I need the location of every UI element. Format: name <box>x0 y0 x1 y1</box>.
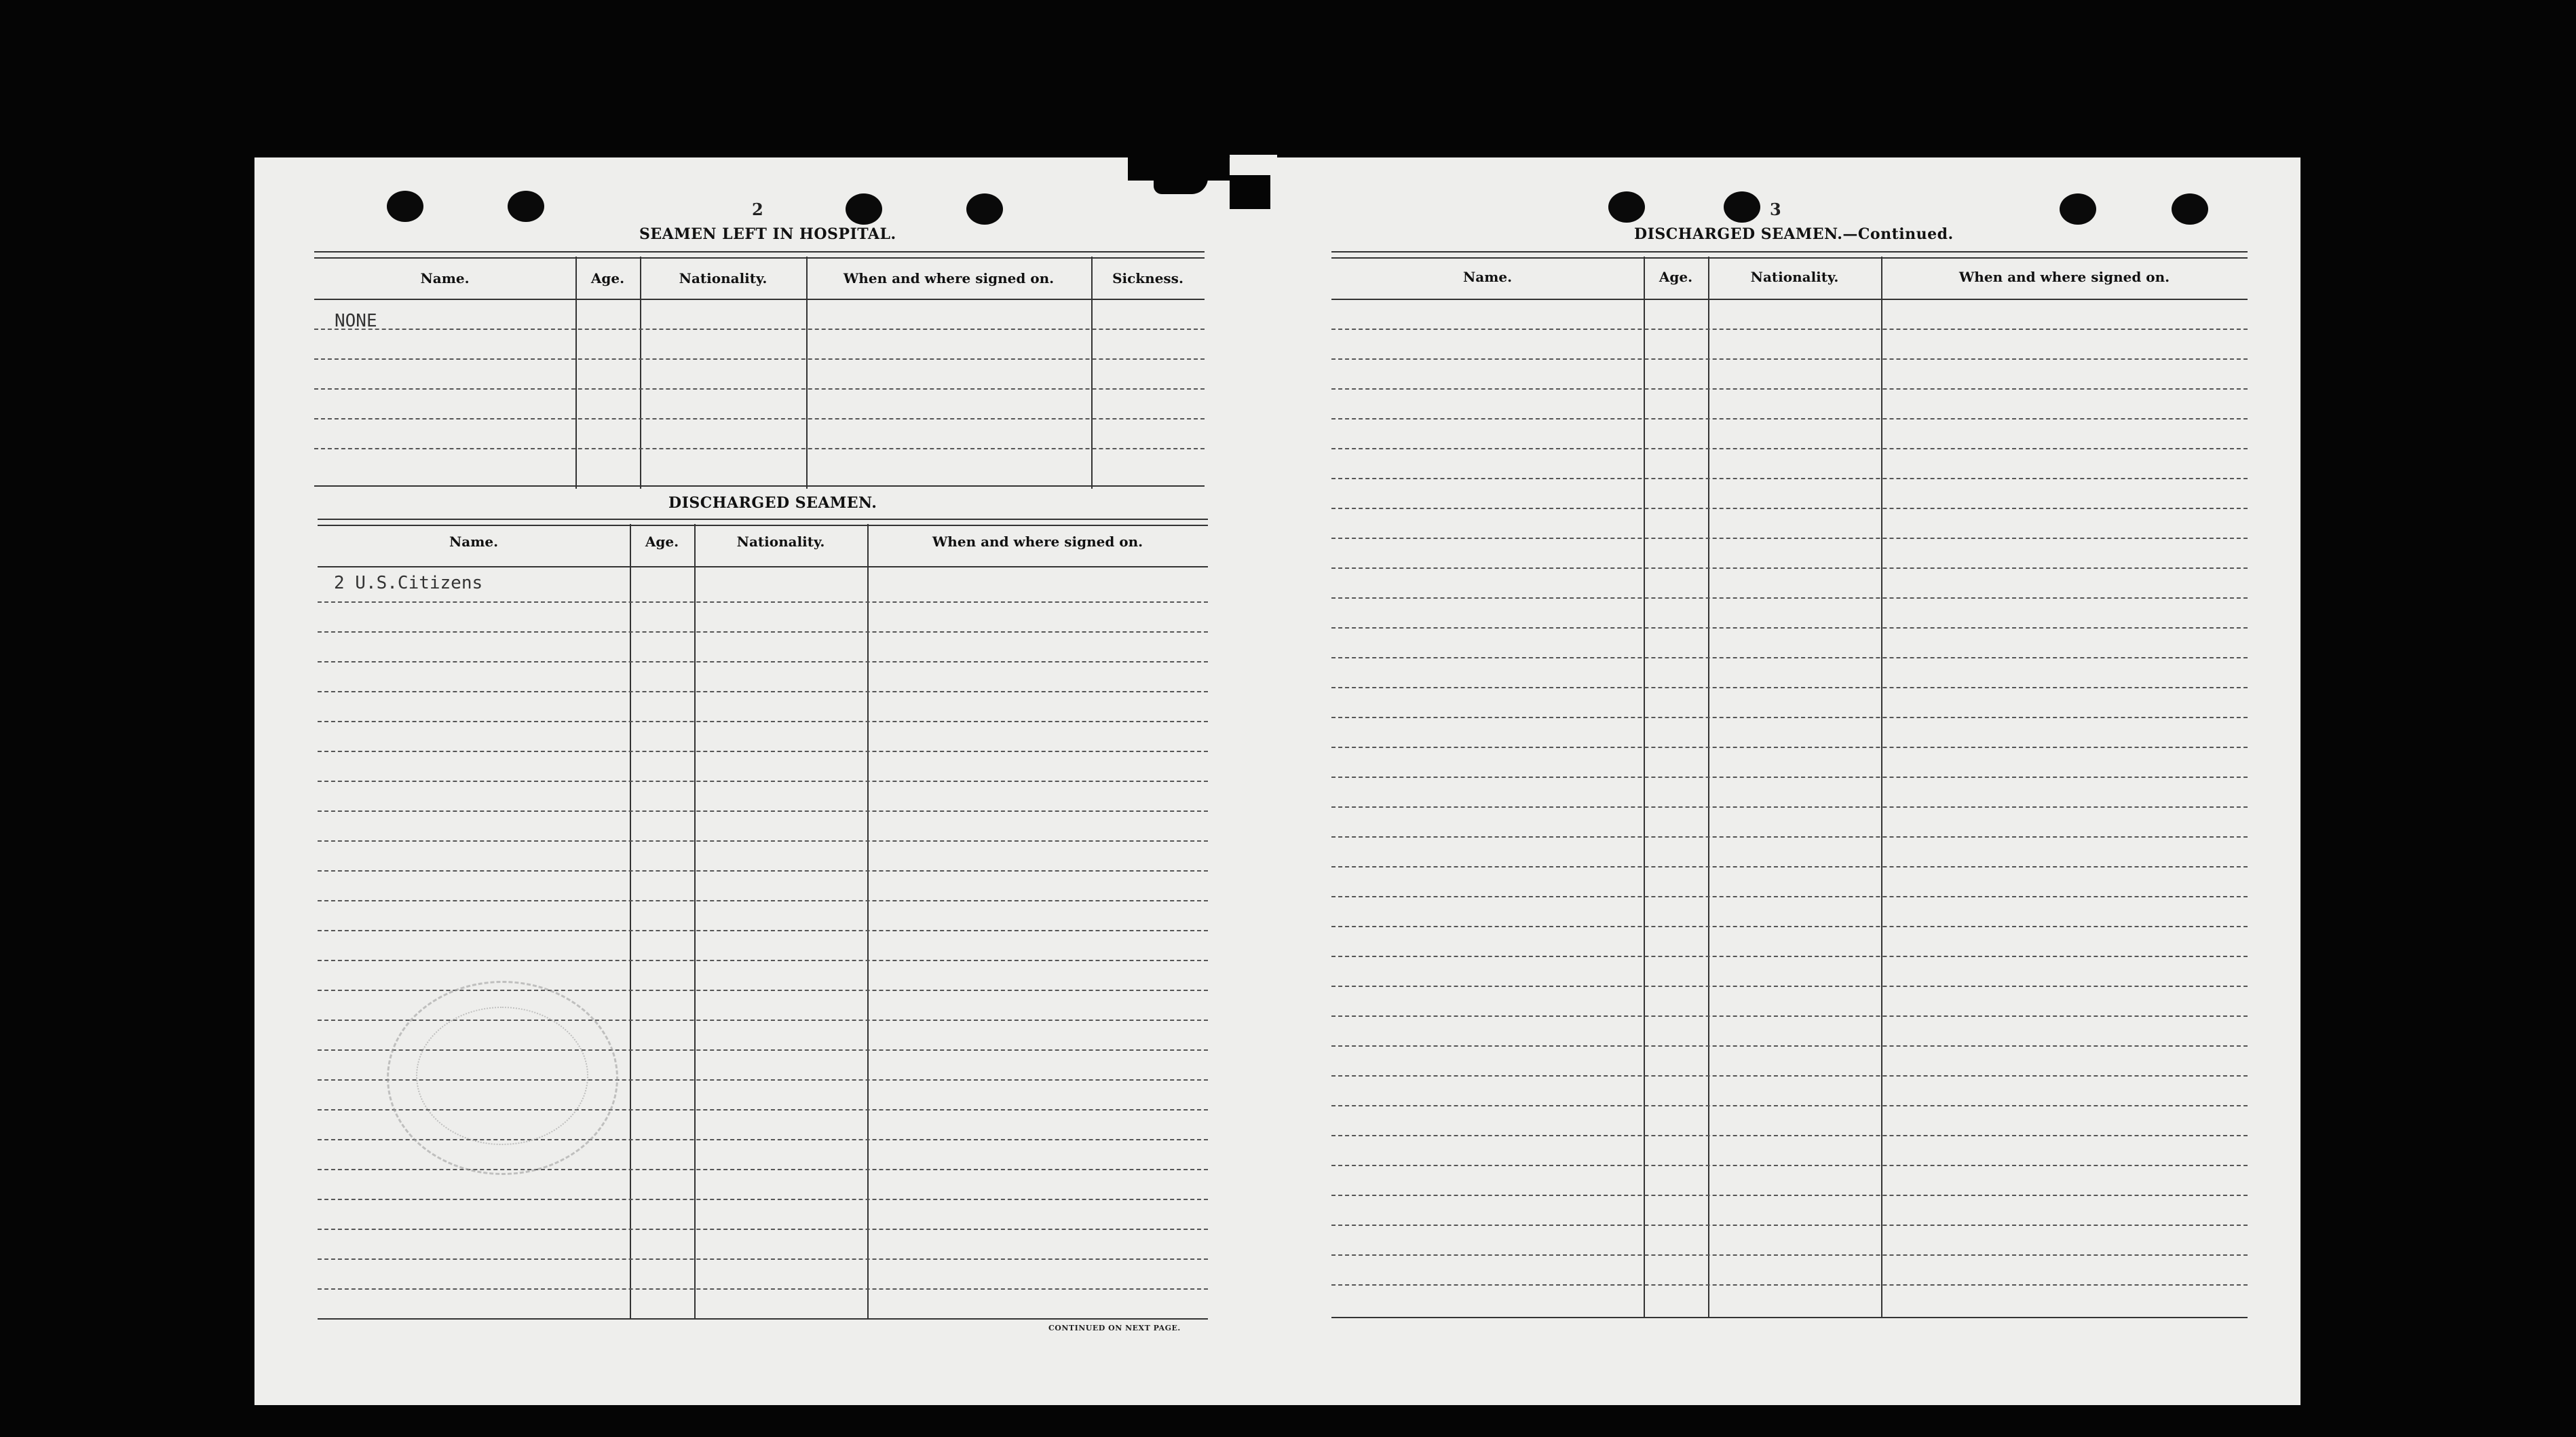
col-header-nationality: Nationality. <box>679 270 768 286</box>
col-header-name: Name. <box>449 534 499 550</box>
page-number: 3 <box>1770 200 1781 219</box>
punch-hole-icon <box>2172 193 2208 225</box>
discharged-continued-title: DISCHARGED SEAMEN.—Continued. <box>1634 225 1954 243</box>
torn-edge <box>1128 155 1230 181</box>
col-header-nationality: Nationality. <box>1750 269 1839 285</box>
col-header-age: Age. <box>645 534 679 550</box>
col-header-signed-on: When and where signed on. <box>1958 269 2170 285</box>
col-header-signed-on: When and where signed on. <box>932 534 1143 550</box>
hospital-section-title: SEAMEN LEFT IN HOSPITAL. <box>639 225 896 243</box>
col-header-nationality: Nationality. <box>736 534 825 550</box>
hospital-entry: NONE <box>335 311 377 331</box>
continued-note: CONTINUED ON NEXT PAGE. <box>1048 1324 1181 1332</box>
col-header-age: Age. <box>1659 269 1693 285</box>
col-header-sickness: Sickness. <box>1112 270 1183 286</box>
col-header-age: Age. <box>590 270 625 286</box>
punch-hole-icon <box>2060 193 2096 225</box>
col-header-name: Name. <box>420 270 470 286</box>
punch-hole-icon <box>846 193 882 225</box>
discharged-continued-table <box>1331 251 2248 1322</box>
punch-hole-icon <box>966 193 1003 225</box>
punch-hole-icon <box>1608 191 1645 223</box>
punch-hole-icon <box>1724 191 1760 223</box>
discharged-table <box>318 519 1208 1324</box>
col-header-signed-on: When and where signed on. <box>843 270 1055 286</box>
discharged-entry: 2 U.S.Citizens <box>334 573 483 593</box>
page-number: 2 <box>752 200 763 219</box>
postmark-stamp <box>387 981 618 1175</box>
punch-hole-icon <box>387 191 423 222</box>
torn-edge <box>1154 178 1208 194</box>
punch-hole-icon <box>508 191 544 222</box>
hospital-table <box>314 251 1205 489</box>
col-header-name: Name. <box>1462 269 1513 285</box>
discharged-section-title: DISCHARGED SEAMEN. <box>668 494 877 512</box>
